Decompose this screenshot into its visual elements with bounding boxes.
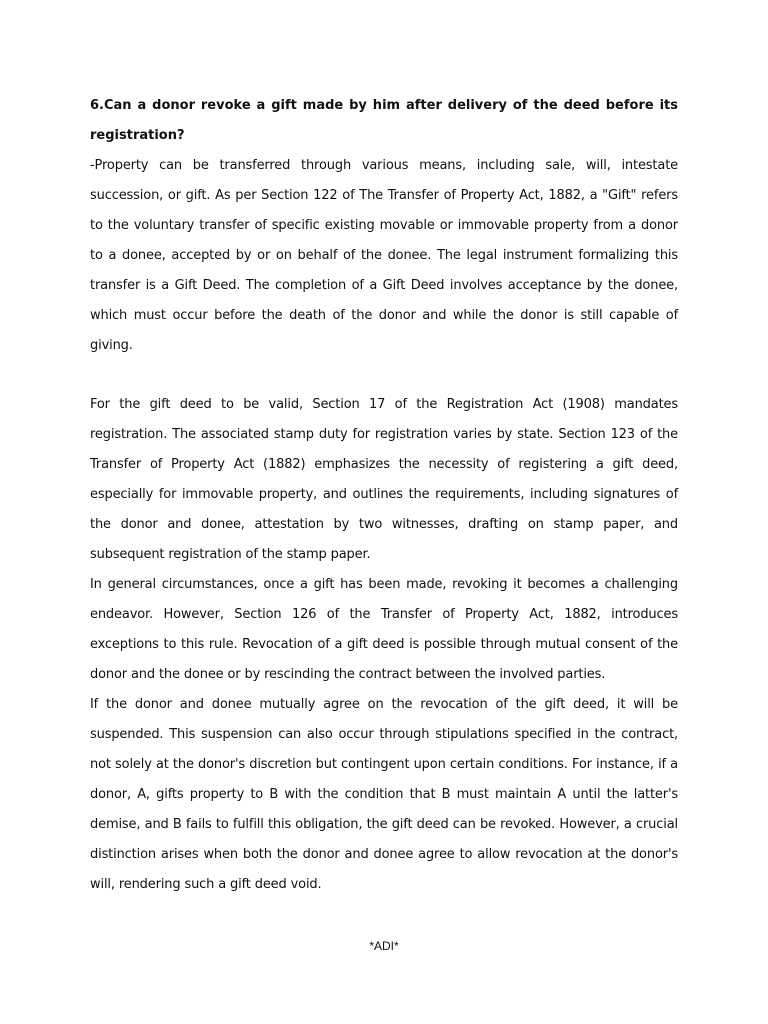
page-footer: *ADI* xyxy=(369,939,399,953)
paragraph-mutual-agreement: If the donor and donee mutually agree on the revocation of the gift deed, it will be suspended. This suspension can also occur through stipulations specified in the contract, not solely at the donor's discretion but contingent upon certain conditions. For instance, if a donor, A, gifts property to B with the condition that B must maintain A until the latter's demise, and B fails to fulfill this obligation, the gift deed can be revoked. However, a crucial distinction arises when both the donor and donee agree to allow revocation at the donor's will, rendering such a gift deed void. xyxy=(90,697,678,892)
paragraph-gap xyxy=(90,361,678,390)
paragraph-registration: For the gift deed to be valid, Section 17 of the Registration Act (1908) mandates registration. The associated stamp duty for registration varies by state. Section 123 of the Transfer of Property Act (1882) emphasizes the necessity of registering a gift deed, especially for immovable property, and outlines the requirements, including signatures of the donor and donee, attestation by two witnesses, drafting on stamp paper, and subsequent registration of the stamp paper. xyxy=(90,397,678,562)
document-body xyxy=(90,91,678,900)
question-heading: 6.Can a donor revoke a gift made by him after delivery of the deed before its registration? xyxy=(90,98,678,143)
paragraph-gift-definition: -Property can be transferred through various means, including sale, will, intestate succession, or gift. As per Section 122 of The Transfer of Property Act, 1882, a "Gift" refers to the voluntary transfer of specific existing movable or immovable property from a donor to a donee, accepted by or on behalf of the donee. The legal instrument formalizing this transfer is a Gift Deed. The completion of a Gift Deed involves acceptance by the donee, which must occur before the death of the donor and while the donor is still capable of giving. xyxy=(90,158,678,353)
paragraph-revocation: In general circumstances, once a gift has been made, revoking it becomes a challenging endeavor. However, Section 126 of the Transfer of Property Act, 1882, introduces exceptions to this rule. Revocation of a gift deed is possible through mutual consent of the donor and the donee or by rescinding the contract between the involved parties. xyxy=(90,577,678,682)
